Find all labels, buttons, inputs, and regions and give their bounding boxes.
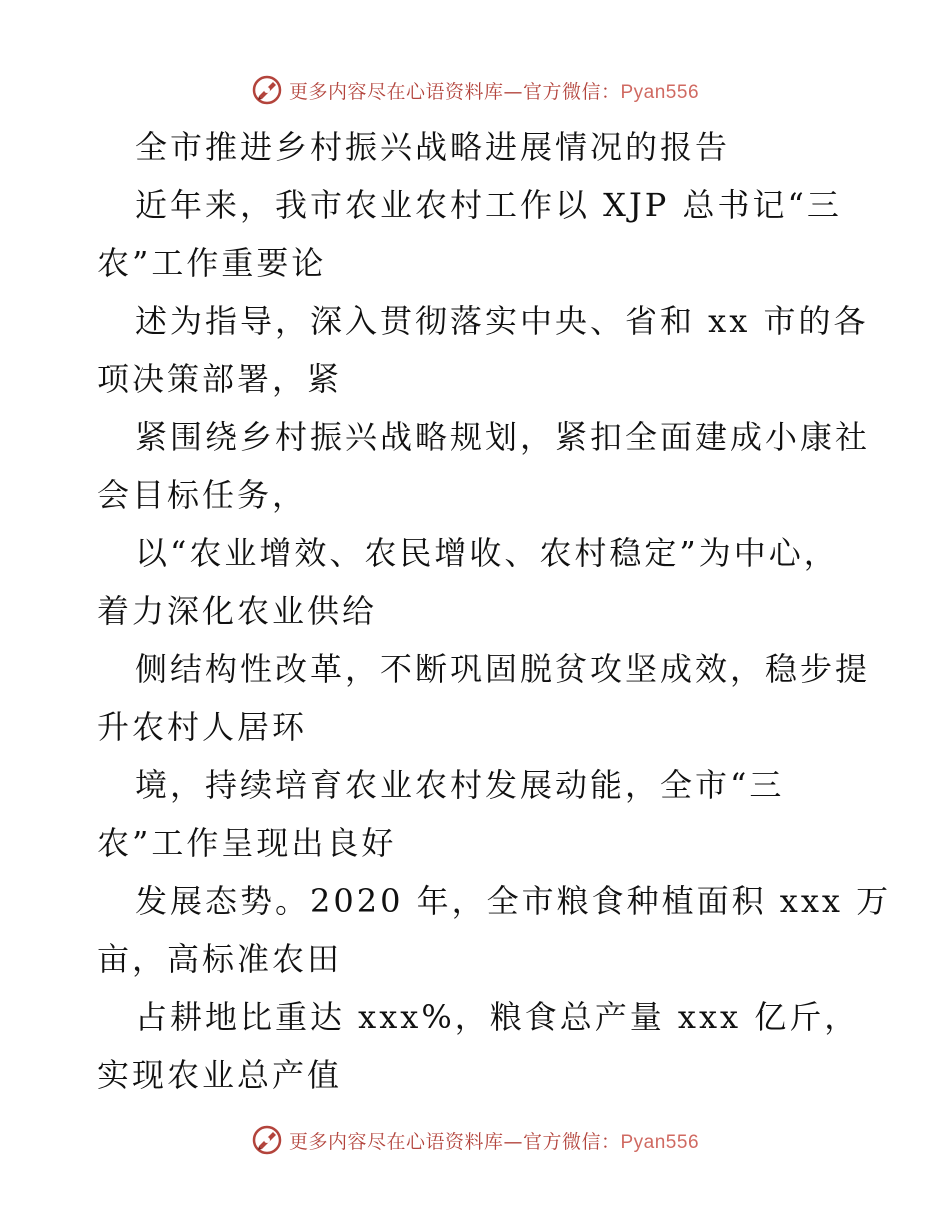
watermark-id: Pyan556 xyxy=(620,1131,700,1153)
text-line: 亩，高标准农田 xyxy=(97,940,343,978)
text-line: 着力深化农业供给 xyxy=(97,592,378,630)
text-line: 述为指导，深入贯彻落实中央、省和 xx 市的各 xyxy=(135,302,869,340)
text-line: 会目标任务， xyxy=(97,476,308,514)
document-body xyxy=(97,118,892,1104)
watermark-text: 更多内容尽在心语资料库—官方微信： xyxy=(288,1130,621,1153)
text-line: 以“农业增效、农民增收、农村稳定”为中心， xyxy=(135,534,839,572)
text-line: 实现农业总产值 xyxy=(97,1056,343,1094)
text-line: 近年来，我市农业农村工作以 XJP 总书记“三 xyxy=(135,186,842,224)
seal-logo-icon xyxy=(251,1124,283,1156)
text-line: 紧围绕乡村振兴战略规划，紧扣全面建成小康社 xyxy=(135,418,871,456)
watermark-text: 更多内容尽在心语资料库—官方微信： xyxy=(288,80,621,103)
text-line: 侧结构性改革，不断巩固脱贫攻坚成效，稳步提 xyxy=(135,650,871,688)
footer-watermark xyxy=(0,1120,950,1160)
text-line: 占耕地比重达 xxx%，粮食总产量 xxx 亿斤， xyxy=(135,998,860,1036)
text-line: 项决策部署，紧 xyxy=(97,360,343,398)
header-watermark xyxy=(0,70,950,110)
text-line: 升农村人居环 xyxy=(97,708,308,746)
document-title: 全市推进乡村振兴战略进展情况的报告 xyxy=(135,128,731,166)
seal-logo-icon xyxy=(251,74,283,106)
text-line: 境，持续培育农业农村发展动能，全市“三 xyxy=(135,766,785,804)
text-line: 农”工作重要论 xyxy=(97,244,327,282)
text-line: 发展态势。2020 年，全市粮食种植面积 xxx 万 xyxy=(135,882,892,920)
watermark-id: Pyan556 xyxy=(620,81,700,103)
text-line: 农”工作呈现出良好 xyxy=(97,824,397,862)
